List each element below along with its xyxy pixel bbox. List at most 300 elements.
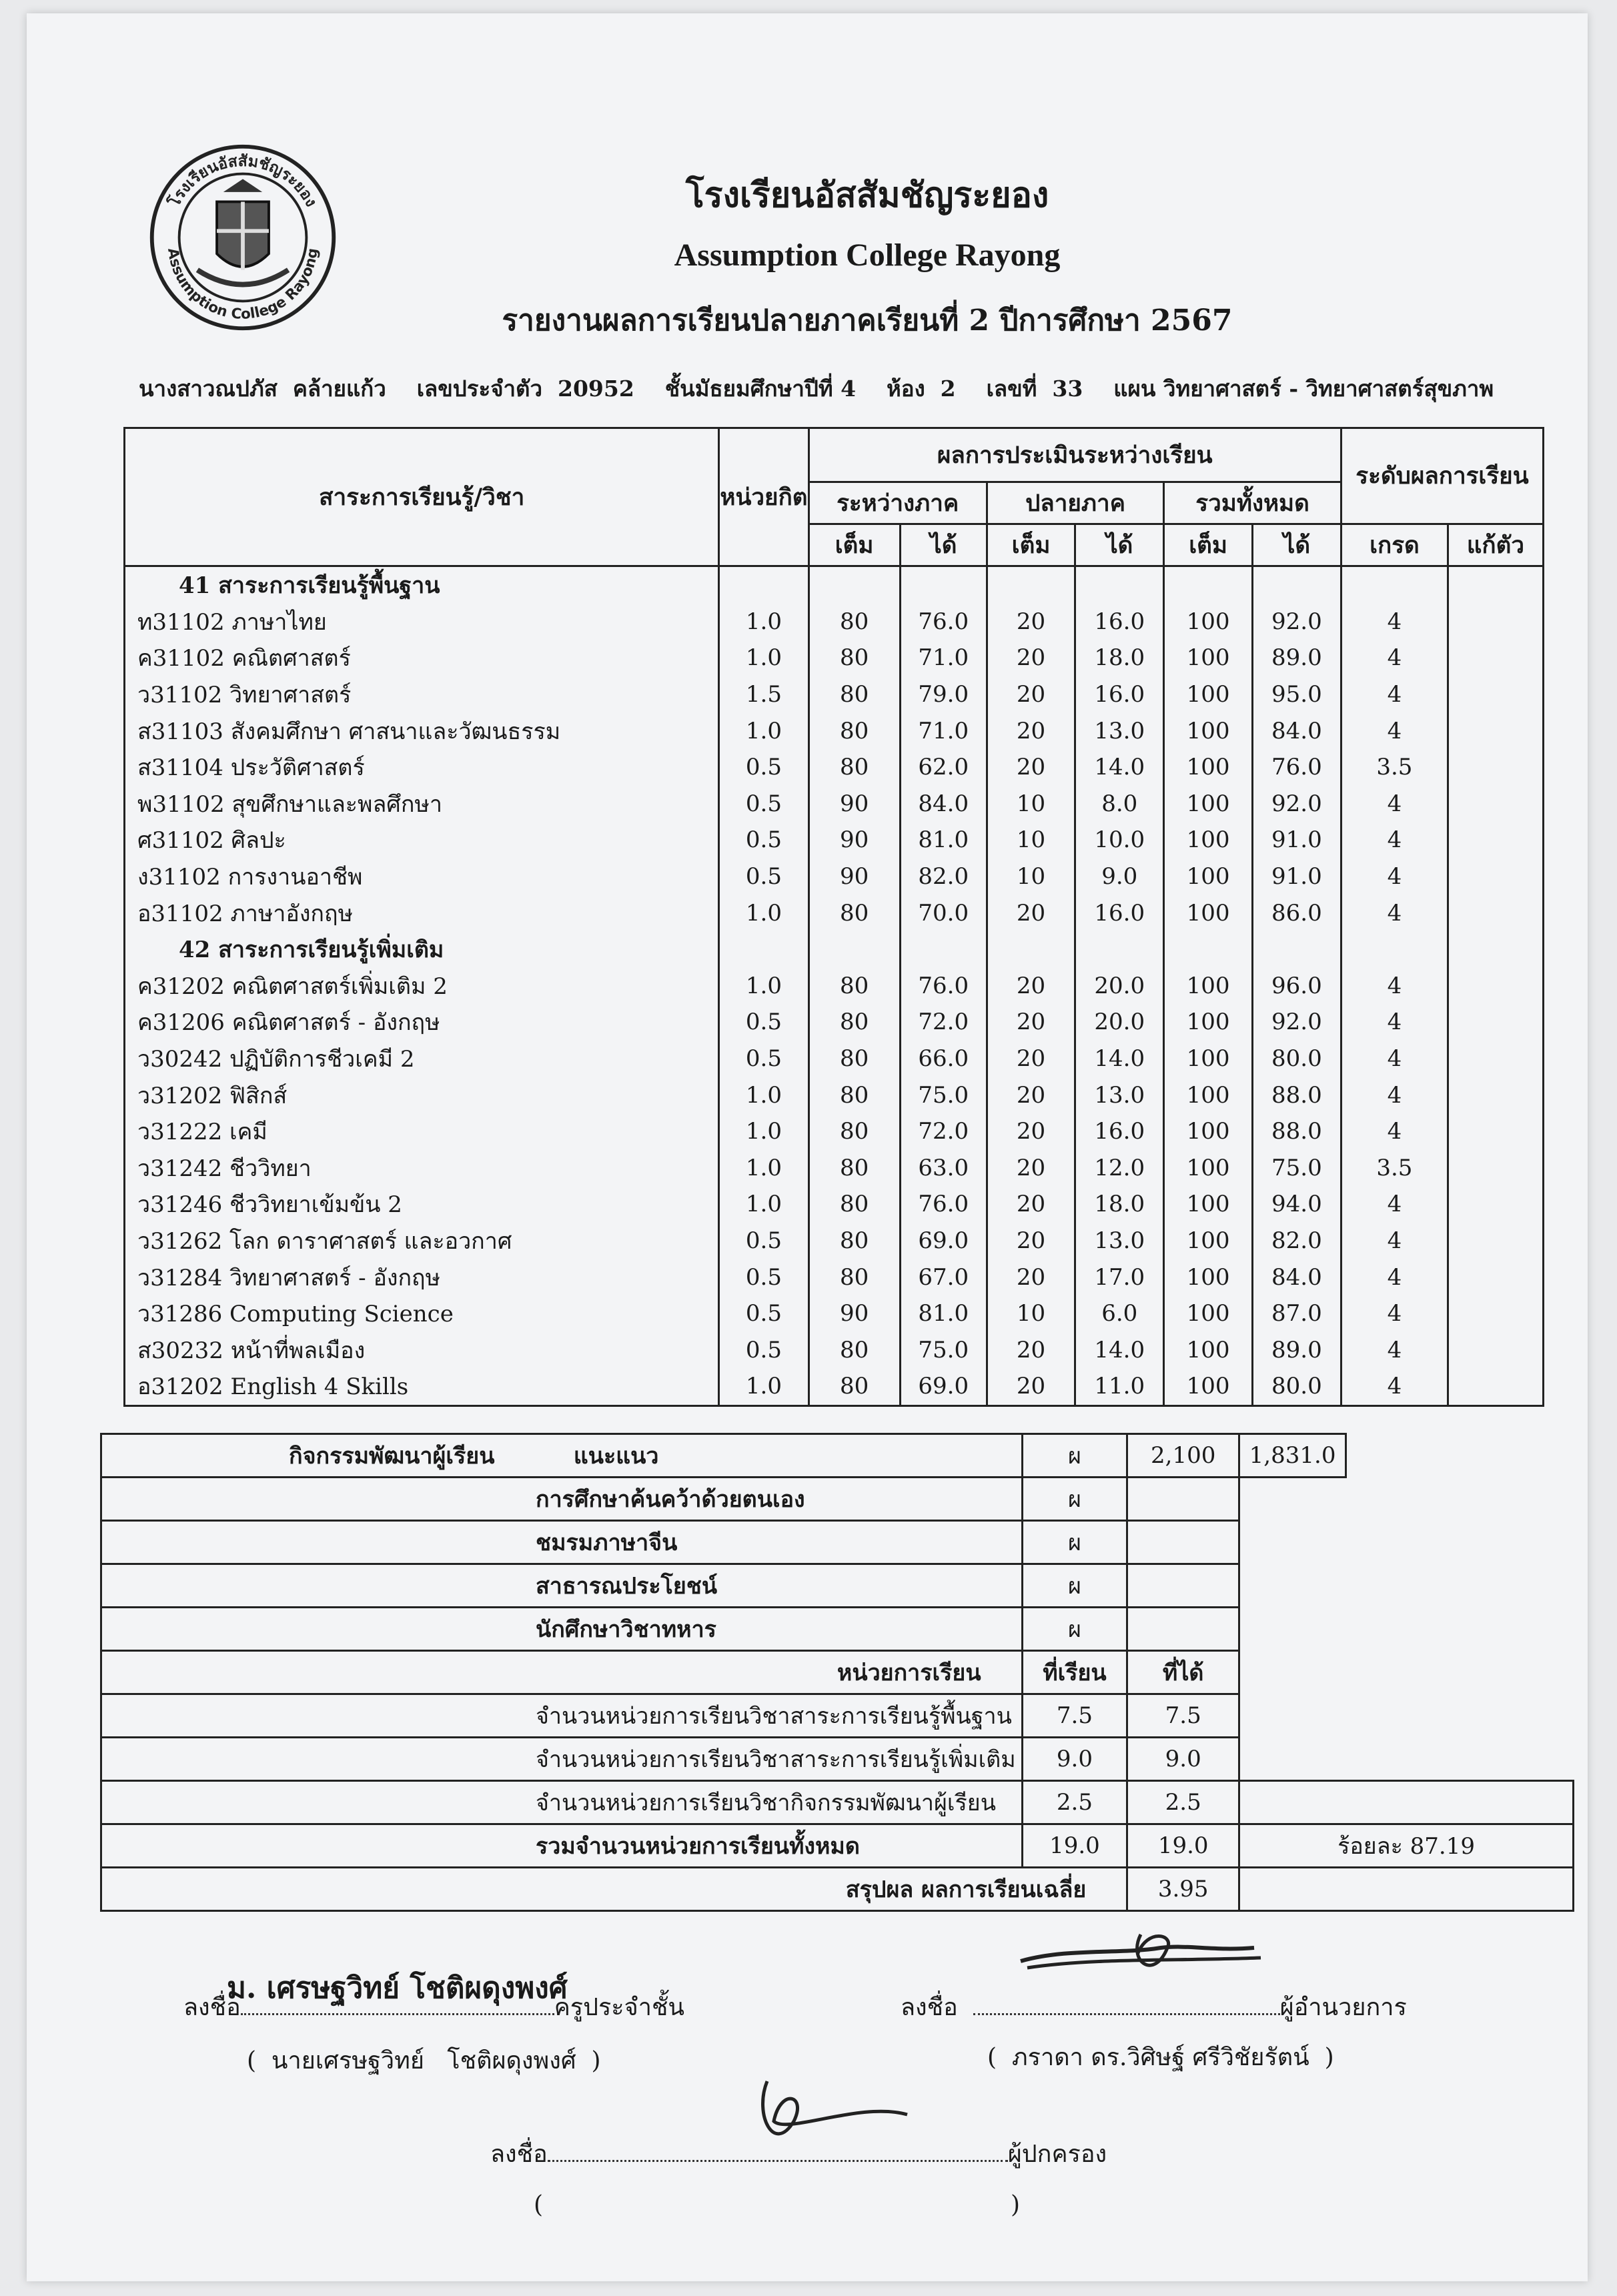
cell-fin-got: 10.0	[1075, 822, 1164, 858]
subject-row	[125, 712, 1544, 749]
cell-tot-got: 94.0	[1252, 1186, 1341, 1223]
cell-fin-got: 14.0	[1075, 1331, 1164, 1368]
section-header-row	[125, 566, 1544, 604]
cell-credit: 0.5	[719, 1295, 808, 1332]
cell-tot-got: 89.0	[1252, 640, 1341, 676]
cell-tot-got: 88.0	[1252, 1113, 1341, 1150]
credits-row-label: จำนวนหน่วยการเรียนวิชาสาระการเรียนรู้เพิ่มเติม	[101, 1738, 1023, 1781]
cell-grade: 4	[1341, 712, 1448, 749]
cell-mid-full: 80	[808, 1077, 900, 1113]
seal-text-top: โรงเรียนอัสสัมชัญระยอง	[164, 151, 322, 210]
cell-fin-got: 6.0	[1075, 1295, 1164, 1332]
cell-fix	[1448, 749, 1543, 786]
cell-tot-full: 100	[1164, 1004, 1253, 1041]
cell-credit: 1.0	[719, 895, 808, 931]
cell-fix	[1448, 1041, 1543, 1077]
cell-fix	[1448, 968, 1543, 1005]
credits-row-got: 7.5	[1127, 1694, 1239, 1738]
cell-fin-got: 13.0	[1075, 1077, 1164, 1113]
cell-fin-got: 13.0	[1075, 1223, 1164, 1259]
header-final: ปลายภาค	[987, 482, 1163, 524]
activity-name: นักศึกษาวิชาทหาร	[101, 1608, 1023, 1651]
cell-fin-full: 20	[987, 1077, 1075, 1113]
cell-fix	[1448, 822, 1543, 858]
activity-result: ผ	[1022, 1434, 1127, 1478]
subject-row	[125, 1113, 1544, 1150]
cell-tot-full: 100	[1164, 1077, 1253, 1113]
cell-mid-full: 80	[808, 712, 900, 749]
cell-fin-got: 16.0	[1075, 1113, 1164, 1150]
cell-fin-full: 20	[987, 749, 1075, 786]
cell-tot-got: 84.0	[1252, 712, 1341, 749]
cell-tot-got: 84.0	[1252, 1259, 1341, 1295]
director-role: ผู้อำนวยการ	[1279, 1994, 1407, 2021]
cell-fin-full: 20	[987, 604, 1075, 640]
cell-grade: 4	[1341, 604, 1448, 640]
cell-fin-got: 14.0	[1075, 1041, 1164, 1077]
subject-name: ว31202 ฟิสิกส์	[125, 1077, 719, 1113]
header-fin-full: เต็ม	[987, 524, 1075, 566]
cell-tot-full: 100	[1164, 968, 1253, 1005]
cell-mid-full: 80	[808, 895, 900, 931]
cell-fin-got: 17.0	[1075, 1259, 1164, 1295]
cell-grade: 4	[1341, 676, 1448, 713]
subject-name: พ31102 สุขศึกษาและพลศึกษา	[125, 786, 719, 822]
cell-fin-full: 10	[987, 858, 1075, 895]
cell-tot-full: 100	[1164, 858, 1253, 895]
cell-fin-got: 13.0	[1075, 712, 1164, 749]
cell-credit: 0.5	[719, 858, 808, 895]
cell-credit: 0.5	[719, 1331, 808, 1368]
school-name-english: Assumption College Rayong	[674, 237, 1061, 273]
cell-fin-got: 16.0	[1075, 604, 1164, 640]
subject-row	[125, 968, 1544, 1005]
cell-mid-full: 80	[808, 1223, 900, 1259]
activity-result: ผ	[1022, 1478, 1127, 1521]
subject-name: ว31262 โลก ดาราศาสตร์ และอวกาศ	[125, 1223, 719, 1259]
cell-credit: 1.0	[719, 968, 808, 1005]
cell-credit: 1.0	[719, 1077, 808, 1113]
cell-fix	[1448, 676, 1543, 713]
cell-fin-full: 20	[987, 712, 1075, 749]
cell-tot-got: 92.0	[1252, 1004, 1341, 1041]
cell-mid-full: 80	[808, 1331, 900, 1368]
cell-tot-got: 89.0	[1252, 1331, 1341, 1368]
cell-credit: 1.0	[719, 604, 808, 640]
cell-mid-got: 75.0	[900, 1331, 987, 1368]
parent-role: ผู้ปกครอง	[1007, 2141, 1107, 2168]
header-fix: แก้ตัว	[1448, 524, 1543, 566]
header-fin-got: ได้	[1075, 524, 1164, 566]
cell-grade: 4	[1341, 1368, 1448, 1405]
subject-name: ว30242 ปฏิบัติการชีวเคมี 2	[125, 1041, 719, 1077]
credits-row-study: 2.5	[1022, 1781, 1127, 1824]
subject-name: ค31206 คณิตศาสตร์ - อังกฤษ	[125, 1004, 719, 1041]
cell-fix	[1448, 712, 1543, 749]
cell-mid-got: 76.0	[900, 968, 987, 1005]
cell-grade: 4	[1341, 895, 1448, 931]
parent-signature-line	[490, 2135, 1107, 2173]
cell-tot-full: 100	[1164, 1150, 1253, 1187]
subject-row	[125, 1331, 1544, 1368]
cell-fin-full: 20	[987, 1041, 1075, 1077]
parent-name-open: (	[534, 2191, 544, 2219]
subject-row	[125, 1077, 1544, 1113]
grades-table	[123, 427, 1544, 1407]
cell-fix	[1448, 1186, 1543, 1223]
subject-name: ท31102 ภาษาไทย	[125, 604, 719, 640]
cell-fin-full: 10	[987, 786, 1075, 822]
teacher-name: ( นายเศรษฐวิทย์ โชติผดุงพงศ์ )	[247, 2047, 601, 2075]
cell-fin-got: 18.0	[1075, 640, 1164, 676]
cell-credit: 1.0	[719, 712, 808, 749]
section-header-row	[125, 931, 1544, 968]
seal-text-bottom: Assumption College Rayong	[164, 247, 322, 323]
cell-mid-got: 67.0	[900, 1259, 987, 1295]
credits-row-got: 9.0	[1127, 1738, 1239, 1781]
cell-credit: 1.0	[719, 1113, 808, 1150]
cell-mid-got: 81.0	[900, 1295, 987, 1332]
cell-fin-full: 20	[987, 1331, 1075, 1368]
subject-row	[125, 1295, 1544, 1332]
header-grade-level: ระดับผลการเรียน	[1341, 428, 1543, 524]
cell-tot-full: 100	[1164, 1331, 1253, 1368]
cell-fix	[1448, 1150, 1543, 1187]
credits-total-label: รวมจำนวนหน่วยการเรียนทั้งหมด	[101, 1824, 1023, 1868]
cell-fix	[1448, 1331, 1543, 1368]
credits-col-got: ที่ได้	[1127, 1651, 1239, 1694]
subject-row	[125, 1041, 1544, 1077]
cell-tot-got: 82.0	[1252, 1223, 1341, 1259]
cell-grade: 4	[1341, 1077, 1448, 1113]
activity-result: ผ	[1022, 1608, 1127, 1651]
cell-credit: 0.5	[719, 749, 808, 786]
header-grade: เกรด	[1341, 524, 1448, 566]
cell-credit: 0.5	[719, 822, 808, 858]
cell-mid-full: 80	[808, 1004, 900, 1041]
sign-label: ลงชื่อ	[490, 2141, 548, 2168]
cell-tot-full: 100	[1164, 1113, 1253, 1150]
cell-tot-full: 100	[1164, 640, 1253, 676]
cell-mid-full: 80	[808, 1186, 900, 1223]
cell-fin-full: 10	[987, 1295, 1075, 1332]
cell-fin-full: 20	[987, 1259, 1075, 1295]
cell-credit: 0.5	[719, 1259, 808, 1295]
cell-mid-got: 76.0	[900, 1186, 987, 1223]
cell-grade: 3.5	[1341, 749, 1448, 786]
cell-fix	[1448, 895, 1543, 931]
section-title: 42 สาระการเรียนรู้เพิ่มเติม	[125, 931, 719, 968]
cell-mid-got: 71.0	[900, 712, 987, 749]
cell-mid-full: 90	[808, 858, 900, 895]
credits-percent: ร้อยละ 87.19	[1239, 1824, 1574, 1868]
cell-tot-got: 86.0	[1252, 895, 1341, 931]
subject-row	[125, 786, 1544, 822]
credits-row-study: 9.0	[1022, 1738, 1127, 1781]
teacher-role: ครูประจำชั้น	[554, 1994, 684, 2021]
cell-credit: 0.5	[719, 786, 808, 822]
cell-fin-full: 20	[987, 968, 1075, 1005]
header-mid-got: ได้	[900, 524, 987, 566]
cell-fin-full: 20	[987, 895, 1075, 931]
activities-total-got: 1,831.0	[1239, 1434, 1346, 1478]
cell-credit: 1.0	[719, 1150, 808, 1187]
cell-tot-got: 95.0	[1252, 676, 1341, 713]
subject-row	[125, 1186, 1544, 1223]
cell-fix	[1448, 1295, 1543, 1332]
cell-fin-got: 20.0	[1075, 1004, 1164, 1041]
activity-result: ผ	[1022, 1521, 1127, 1564]
gpa-label: สรุปผล ผลการเรียนเฉลี่ย	[101, 1868, 1127, 1911]
sign-label: ลงชื่อ	[183, 1994, 241, 2021]
cell-grade: 4	[1341, 1113, 1448, 1150]
cell-fin-full: 20	[987, 1368, 1075, 1405]
cell-mid-got: 62.0	[900, 749, 987, 786]
cell-fin-full: 20	[987, 1223, 1075, 1259]
director-name: ( ภราดา ดร.วิศิษฐ์ ศรีวิชัยรัตน์ )	[987, 2044, 1334, 2071]
activity-name: การศึกษาค้นคว้าด้วยตนเอง	[101, 1478, 1023, 1521]
subject-row	[125, 822, 1544, 858]
cell-tot-full: 100	[1164, 822, 1253, 858]
cell-mid-got: 75.0	[900, 1077, 987, 1113]
activity-name: ชมรมภาษาจีน	[101, 1521, 1023, 1564]
subject-row	[125, 749, 1544, 786]
cell-fix	[1448, 786, 1543, 822]
report-title: รายงานผลการเรียนปลายภาคเรียนที่ 2 ปีการศึกษา 2567	[502, 304, 1233, 338]
header-credit: หน่วยกิต	[719, 428, 808, 566]
cell-fin-got: 9.0	[1075, 858, 1164, 895]
cell-grade: 4	[1341, 1041, 1448, 1077]
cell-tot-full: 100	[1164, 604, 1253, 640]
cell-fin-got: 18.0	[1075, 1186, 1164, 1223]
cell-mid-got: 72.0	[900, 1004, 987, 1041]
cell-tot-full: 100	[1164, 1295, 1253, 1332]
sign-label: ลงชื่อ	[901, 1994, 958, 2021]
cell-mid-got: 82.0	[900, 858, 987, 895]
credits-col-study: ที่เรียน	[1022, 1651, 1127, 1694]
subject-name: ว31284 วิทยาศาสตร์ - อังกฤษ	[125, 1259, 719, 1295]
cell-fin-full: 20	[987, 676, 1075, 713]
cell-mid-got: 70.0	[900, 895, 987, 931]
cell-mid-full: 80	[808, 1041, 900, 1077]
cell-mid-got: 81.0	[900, 822, 987, 858]
cell-tot-got: 92.0	[1252, 604, 1341, 640]
subject-name: ค31202 คณิตศาสตร์เพิ่มเติม 2	[125, 968, 719, 1005]
subject-name: ว31242 ชีววิทยา	[125, 1150, 719, 1187]
subject-name: ง31102 การงานอาชีพ	[125, 858, 719, 895]
subject-name: ว31222 เคมี	[125, 1113, 719, 1150]
activity-name: สาธารณประโยชน์	[101, 1564, 1023, 1608]
cell-mid-full: 80	[808, 1368, 900, 1405]
summary-table	[100, 1433, 1574, 1912]
credits-row-label: จำนวนหน่วยการเรียนวิชาสาระการเรียนรู้พื้นฐาน	[101, 1694, 1023, 1738]
header-tot-full: เต็ม	[1164, 524, 1253, 566]
cell-mid-full: 90	[808, 822, 900, 858]
cell-grade: 4	[1341, 822, 1448, 858]
cell-fix	[1448, 640, 1543, 676]
school-name-thai: โรงเรียนอัสสัมชัญระยอง	[685, 175, 1049, 215]
subject-name: อ31202 English 4 Skills	[125, 1368, 719, 1405]
cell-fin-got: 8.0	[1075, 786, 1164, 822]
cell-credit: 1.0	[719, 640, 808, 676]
cell-mid-full: 80	[808, 1259, 900, 1295]
cell-mid-full: 80	[808, 676, 900, 713]
cell-fix	[1448, 604, 1543, 640]
cell-tot-full: 100	[1164, 749, 1253, 786]
cell-fix	[1448, 1004, 1543, 1041]
cell-mid-got: 66.0	[900, 1041, 987, 1077]
student-info-line: นางสาวณปภัส คล้ายแก้ว เลขประจำตัว 20952 ชั้นมัธยมศึกษาปีที่ 4 ห้อง 2 เลขที่ 33 แผน วิทยาศาสตร์ - วิทยาศาสตร์สุขภาพ	[139, 376, 1494, 402]
cell-mid-got: 84.0	[900, 786, 987, 822]
cell-fix	[1448, 1223, 1543, 1259]
cell-credit: 0.5	[719, 1041, 808, 1077]
cell-credit: 0.5	[719, 1223, 808, 1259]
activity-name: แนะแนว	[573, 1443, 659, 1470]
gpa-value: 3.95	[1127, 1868, 1239, 1911]
cell-tot-got: 91.0	[1252, 822, 1341, 858]
cell-mid-got: 71.0	[900, 640, 987, 676]
cell-fin-full: 20	[987, 1186, 1075, 1223]
cell-mid-full: 80	[808, 604, 900, 640]
cell-tot-full: 100	[1164, 1368, 1253, 1405]
credits-row-study: 7.5	[1022, 1694, 1127, 1738]
subject-row	[125, 604, 1544, 640]
subject-row	[125, 1223, 1544, 1259]
header-total: รวมทั้งหมด	[1164, 482, 1341, 524]
cell-grade: 4	[1341, 786, 1448, 822]
cell-grade: 4	[1341, 1186, 1448, 1223]
cell-mid-full: 90	[808, 786, 900, 822]
cell-grade: 4	[1341, 1295, 1448, 1332]
grades-body	[125, 566, 1544, 1406]
activities-total-full: 2,100	[1127, 1434, 1239, 1478]
subject-name: ส30232 หน้าที่พลเมือง	[125, 1331, 719, 1368]
subject-row	[125, 1368, 1544, 1405]
cell-mid-got: 76.0	[900, 604, 987, 640]
cell-fin-full: 20	[987, 1004, 1075, 1041]
section-title: 41 สาระการเรียนรู้พื้นฐาน	[125, 566, 719, 604]
cell-mid-got: 72.0	[900, 1113, 987, 1150]
cell-tot-full: 100	[1164, 1186, 1253, 1223]
cell-fin-got: 14.0	[1075, 749, 1164, 786]
cell-credit: 1.0	[719, 1186, 808, 1223]
subject-row	[125, 895, 1544, 931]
cell-fin-full: 10	[987, 822, 1075, 858]
activities-row-0	[101, 1434, 1023, 1478]
credits-row-got: 2.5	[1127, 1781, 1239, 1824]
teacher-signature-line	[183, 1988, 684, 2026]
subject-row	[125, 1150, 1544, 1187]
subject-name: ค31102 คณิตศาสตร์	[125, 640, 719, 676]
subject-name: ศ31102 ศิลปะ	[125, 822, 719, 858]
subject-name: ว31286 Computing Science	[125, 1295, 719, 1332]
subject-name: ส31103 สังคมศึกษา ศาสนาและวัฒนธรรม	[125, 712, 719, 749]
header-subject: สาระการเรียนรู้/วิชา	[125, 428, 719, 566]
cell-mid-full: 80	[808, 749, 900, 786]
cell-tot-got: 87.0	[1252, 1295, 1341, 1332]
header-assessment: ผลการประเมินระหว่างเรียน	[808, 428, 1341, 482]
parent-name-close: )	[1011, 2191, 1021, 2219]
activity-result: ผ	[1022, 1564, 1127, 1608]
credits-total-got: 19.0	[1127, 1824, 1239, 1868]
cell-grade: 3.5	[1341, 1150, 1448, 1187]
subject-row	[125, 1004, 1544, 1041]
cell-fin-full: 20	[987, 640, 1075, 676]
subject-name: ว31246 ชีววิทยาเข้มข้น 2	[125, 1186, 719, 1223]
cell-grade: 4	[1341, 1259, 1448, 1295]
cell-credit: 0.5	[719, 1004, 808, 1041]
subject-name: ส31104 ประวัติศาสตร์	[125, 749, 719, 786]
header-tot-got: ได้	[1252, 524, 1341, 566]
cell-tot-got: 91.0	[1252, 858, 1341, 895]
cell-fix	[1448, 1113, 1543, 1150]
subject-row	[125, 1259, 1544, 1295]
cell-grade: 4	[1341, 1331, 1448, 1368]
subject-row	[125, 858, 1544, 895]
cell-mid-full: 80	[808, 1113, 900, 1150]
cell-credit: 1.0	[719, 1368, 808, 1405]
credits-heading: หน่วยการเรียน	[101, 1651, 1023, 1694]
cell-tot-full: 100	[1164, 712, 1253, 749]
cell-fin-got: 16.0	[1075, 676, 1164, 713]
cell-tot-full: 100	[1164, 1041, 1253, 1077]
cell-mid-full: 80	[808, 640, 900, 676]
credits-row-label: จำนวนหน่วยการเรียนวิชากิจกรรมพัฒนาผู้เรียน	[101, 1781, 1023, 1824]
cell-tot-got: 75.0	[1252, 1150, 1341, 1187]
cell-fin-full: 20	[987, 1113, 1075, 1150]
cell-tot-got: 92.0	[1252, 786, 1341, 822]
cell-fin-got: 20.0	[1075, 968, 1164, 1005]
cell-fix	[1448, 1259, 1543, 1295]
cell-grade: 4	[1341, 1004, 1448, 1041]
cell-mid-got: 63.0	[900, 1150, 987, 1187]
cell-mid-got: 69.0	[900, 1223, 987, 1259]
director-signature-scribble	[1014, 1921, 1267, 1994]
cell-fin-full: 20	[987, 1150, 1075, 1187]
cell-grade: 4	[1341, 640, 1448, 676]
cell-fix	[1448, 1368, 1543, 1405]
subject-name: อ31102 ภาษาอังกฤษ	[125, 895, 719, 931]
cell-fin-got: 12.0	[1075, 1150, 1164, 1187]
cell-tot-got: 96.0	[1252, 968, 1341, 1005]
cell-mid-full: 80	[808, 1150, 900, 1187]
cell-tot-got: 88.0	[1252, 1077, 1341, 1113]
cell-tot-full: 100	[1164, 1223, 1253, 1259]
cell-grade: 4	[1341, 858, 1448, 895]
subject-name: ว31102 วิทยาศาสตร์	[125, 676, 719, 713]
cell-tot-full: 100	[1164, 786, 1253, 822]
cell-mid-full: 80	[808, 968, 900, 1005]
subject-row	[125, 640, 1544, 676]
cell-mid-got: 79.0	[900, 676, 987, 713]
cell-mid-full: 90	[808, 1295, 900, 1332]
cell-credit: 1.5	[719, 676, 808, 713]
report-card-paper	[27, 13, 1588, 2281]
cell-fix	[1448, 1077, 1543, 1113]
cell-tot-got: 80.0	[1252, 1041, 1341, 1077]
cell-tot-got: 76.0	[1252, 749, 1341, 786]
cell-tot-full: 100	[1164, 676, 1253, 713]
header-mid-full: เต็ม	[808, 524, 900, 566]
subject-row	[125, 676, 1544, 713]
cell-grade: 4	[1341, 1223, 1448, 1259]
activities-heading: กิจกรรมพัฒนาผู้เรียน	[289, 1443, 495, 1470]
cell-grade: 4	[1341, 968, 1448, 1005]
director-signature-line	[901, 1988, 1407, 2026]
credits-total-study: 19.0	[1022, 1824, 1127, 1868]
cell-tot-full: 100	[1164, 895, 1253, 931]
header-midterm: ระหว่างภาค	[808, 482, 987, 524]
